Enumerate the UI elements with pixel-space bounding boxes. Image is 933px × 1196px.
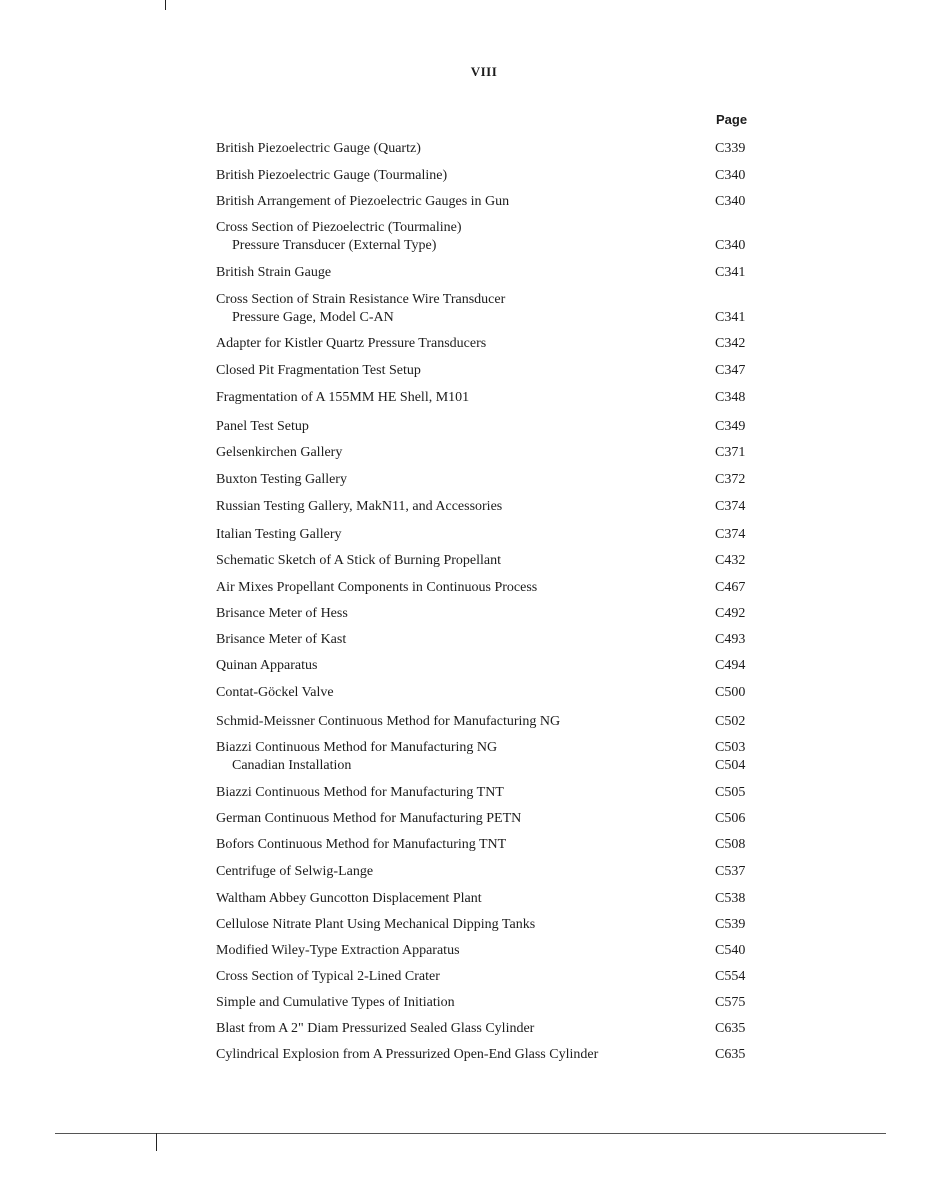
entry-page: C341 <box>715 310 746 325</box>
entry-title: Biazzi Continuous Method for Manufacturing NG <box>216 740 498 755</box>
entry-title: British Piezoelectric Gauge (Tourmaline) <box>216 168 448 183</box>
entry-page: C347 <box>715 363 746 378</box>
entry-page: C340 <box>715 194 746 209</box>
entry-page: C432 <box>715 553 746 568</box>
entry-title: Simple and Cumulative Types of Initiation <box>216 995 455 1010</box>
entry-title: Fragmentation of A 155MM HE Shell, M101 <box>216 390 470 405</box>
entry-title: Waltham Abbey Guncotton Displacement Plant <box>216 891 482 906</box>
entry-page: C349 <box>715 419 746 434</box>
entry-title: Cross Section of Strain Resistance Wire Transducer <box>216 292 506 307</box>
entry-page: C340 <box>715 238 746 253</box>
entry-title: British Arrangement of Piezoelectric Gauges in Gun <box>216 194 510 209</box>
entry-title: Schematic Sketch of A Stick of Burning Propellant <box>216 553 502 568</box>
entry-page: C506 <box>715 811 746 826</box>
entry-page: C494 <box>715 658 746 673</box>
entry-page: C492 <box>715 606 746 621</box>
entry-page: C502 <box>715 714 746 729</box>
entry-page: C341 <box>715 265 746 280</box>
entry-page: C575 <box>715 995 746 1010</box>
entry-page: C635 <box>715 1021 746 1036</box>
entry-title: Quinan Apparatus <box>216 658 318 673</box>
entry-title: Contat-Göckel Valve <box>216 685 334 700</box>
entry-title: Cylindrical Explosion from A Pressurized Open-End Glass Cylinder <box>216 1047 599 1062</box>
entry-title: Bofors Continuous Method for Manufacturing TNT <box>216 837 507 852</box>
page-column-header: Page <box>716 112 748 127</box>
entry-page-secondary: C504 <box>715 758 746 773</box>
entry-page: C505 <box>715 785 746 800</box>
page-number: VIII <box>470 64 498 79</box>
entry-title: Italian Testing Gallery <box>216 527 342 542</box>
bottom-rule <box>55 1133 886 1134</box>
entry-title: Cross Section of Piezoelectric (Tourmaline) <box>216 220 462 235</box>
entry-page: C374 <box>715 527 746 542</box>
entry-page: C339 <box>715 141 746 156</box>
entry-page: C538 <box>715 891 746 906</box>
entry-page: C503 <box>715 740 746 755</box>
entry-page: C493 <box>715 632 746 647</box>
entry-title: Panel Test Setup <box>216 419 309 434</box>
entry-title: Brisance Meter of Kast <box>216 632 347 647</box>
entry-title: Gelsenkirchen Gallery <box>216 445 343 460</box>
entry-title-continuation: Canadian Installation <box>232 758 352 773</box>
entry-title: Modified Wiley-Type Extraction Apparatus <box>216 943 460 958</box>
entry-title-continuation: Pressure Transducer (External Type) <box>232 238 437 253</box>
entry-title: Closed Pit Fragmentation Test Setup <box>216 363 421 378</box>
entry-title: British Piezoelectric Gauge (Quartz) <box>216 141 421 156</box>
entry-title: Blast from A 2" Diam Pressurized Sealed Glass Cylinder <box>216 1021 535 1036</box>
entry-title: Schmid-Meissner Continuous Method for Manufacturing NG <box>216 714 561 729</box>
entry-title: Biazzi Continuous Method for Manufacturing TNT <box>216 785 504 800</box>
entry-title: British Strain Gauge <box>216 265 332 280</box>
entry-title: Centrifuge of Selwig-Lange <box>216 864 374 879</box>
entry-page: C554 <box>715 969 746 984</box>
entry-title: German Continuous Method for Manufacturing PETN <box>216 811 522 826</box>
entry-page: C340 <box>715 168 746 183</box>
entry-page: C635 <box>715 1047 746 1062</box>
entry-page: C371 <box>715 445 746 460</box>
entry-page: C539 <box>715 917 746 932</box>
entry-page: C467 <box>715 580 746 595</box>
entry-page: C500 <box>715 685 746 700</box>
entry-title: Brisance Meter of Hess <box>216 606 348 621</box>
entry-title: Adapter for Kistler Quartz Pressure Transducers <box>216 336 487 351</box>
entry-title-continuation: Pressure Gage, Model C-AN <box>232 310 394 325</box>
entry-title: Russian Testing Gallery, MakN11, and Accessories <box>216 499 503 514</box>
entry-page: C348 <box>715 390 746 405</box>
entry-page: C508 <box>715 837 746 852</box>
entry-page: C537 <box>715 864 746 879</box>
entry-page: C374 <box>715 499 746 514</box>
margin-mark-bottom <box>156 1133 157 1151</box>
entry-page: C342 <box>715 336 746 351</box>
entry-page: C372 <box>715 472 746 487</box>
entry-title: Cross Section of Typical 2-Lined Crater <box>216 969 440 984</box>
entry-title: Buxton Testing Gallery <box>216 472 347 487</box>
entry-title: Cellulose Nitrate Plant Using Mechanical Dipping Tanks <box>216 917 536 932</box>
entry-title: Air Mixes Propellant Components in Continuous Process <box>216 580 538 595</box>
entry-page: C540 <box>715 943 746 958</box>
